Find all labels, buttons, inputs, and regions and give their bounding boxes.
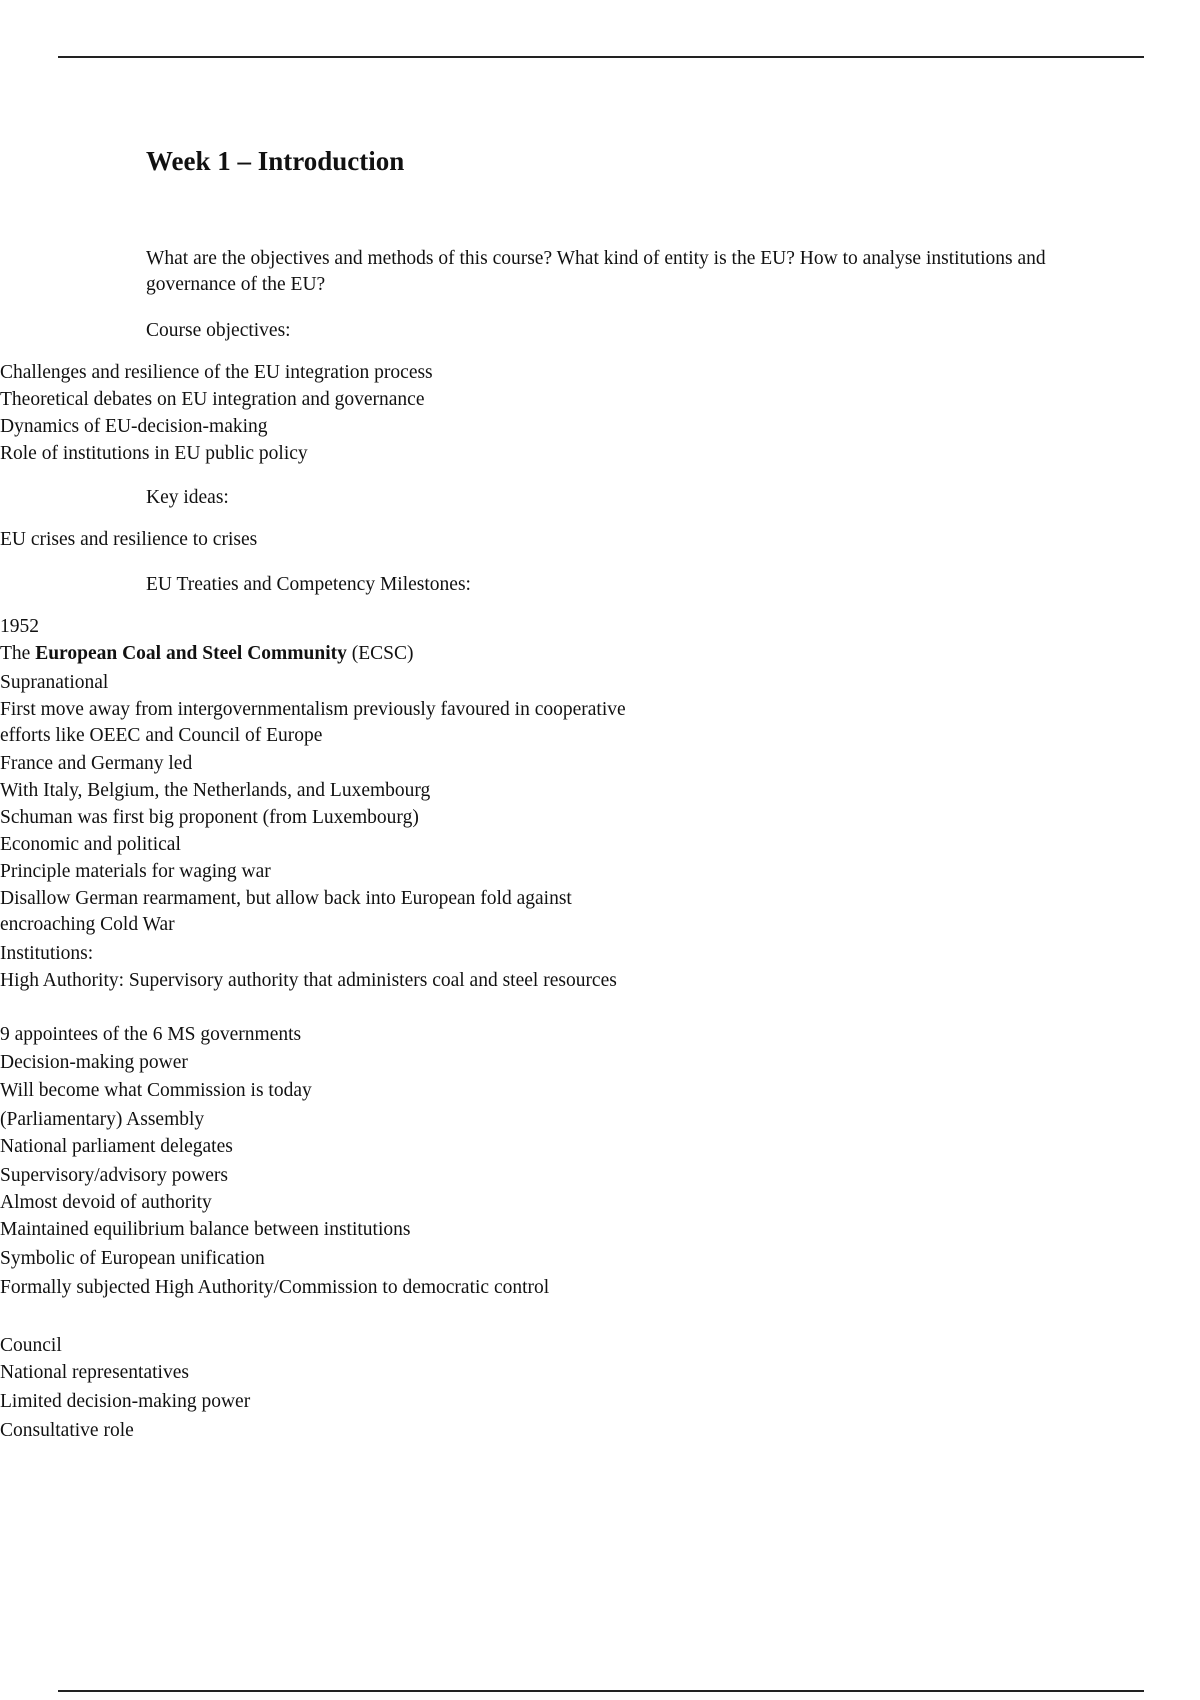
council-details — [0, 1360, 250, 1444]
ecsc-point — [0, 805, 419, 831]
ecsc-item: The European Coal and Steel Community (ECSC) — [0, 643, 414, 664]
assembly-details — [0, 1217, 590, 1301]
institution-high-authority — [0, 968, 660, 994]
list-item: Symbolic of European unification — [0, 1248, 265, 1269]
list-item: First move away from intergovernmentalism previously favoured in cooperative efforts like OEEC and Council of Europe — [0, 699, 626, 746]
list-item: Theoretical debates on EU integration and governance — [0, 389, 425, 410]
ecsc-list — [0, 641, 414, 667]
assembly-subdetails — [0, 1190, 212, 1216]
list-item: Role of institutions in EU public policy — [0, 443, 308, 464]
ecsc-point — [0, 941, 93, 967]
key-ideas-heading: Key ideas: — [146, 487, 229, 508]
list-item: Dynamics of EU-decision-making — [0, 416, 268, 437]
list-item: Consultative role — [0, 1420, 134, 1441]
year-item: 1952 — [0, 616, 39, 637]
course-objectives-list — [0, 360, 433, 467]
list-item: Maintained equilibrium balance between institutions — [0, 1219, 411, 1240]
course-objectives-heading: Course objectives: — [146, 320, 291, 341]
page-title: Week 1 – Introduction — [146, 146, 405, 176]
ecsc-subpoint — [0, 697, 670, 749]
key-ideas-list — [0, 527, 257, 553]
list-item: Will become what Commission is today — [0, 1080, 312, 1101]
assembly-details — [0, 1134, 233, 1160]
ecsc-subpoint — [0, 886, 670, 938]
institution-council — [0, 1333, 62, 1359]
list-item: Principle materials for waging war — [0, 861, 271, 882]
list-item: 9 appointees of the 6 MS governments — [0, 1024, 302, 1045]
intro-paragraph: What are the objectives and methods of this course? What kind of entity is the EU? How to analyse institutions and governance of the EU? — [146, 248, 1046, 295]
list-item: Economic and political — [0, 834, 181, 855]
treaties-heading: EU Treaties and Competency Milestones: — [146, 574, 471, 595]
list-item: Decision-making power — [0, 1052, 188, 1073]
list-item: Supervisory/advisory powers — [0, 1165, 229, 1186]
list-item: Almost devoid of authority — [0, 1192, 212, 1213]
ecsc-subpoint — [0, 859, 271, 885]
list-item: Supranational — [0, 672, 109, 693]
list-item: High Authority: Supervisory authority that administers coal and steel resources — [0, 970, 617, 991]
list-item: EU crises and resilience to crises — [0, 529, 258, 550]
ecsc-subpoint — [0, 778, 430, 804]
list-item: Formally subjected High Authority/Commission to democratic control — [0, 1277, 550, 1298]
ecsc-point — [0, 670, 108, 696]
list-item: (Parliamentary) Assembly — [0, 1109, 205, 1130]
assembly-details — [0, 1163, 228, 1189]
ecsc-point — [0, 751, 192, 777]
list-item: France and Germany led — [0, 753, 193, 774]
ecsc-point — [0, 832, 181, 858]
list-item: Schuman was first big proponent (from Luxembourg) — [0, 807, 419, 828]
list-item: Challenges and resilience of the EU integration process — [0, 362, 433, 383]
list-item: National parliament delegates — [0, 1136, 233, 1157]
header-rule — [58, 56, 1144, 58]
list-item: Institutions: — [0, 943, 94, 964]
list-item: With Italy, Belgium, the Netherlands, and Luxembourg — [0, 780, 431, 801]
list-item: Disallow German rearmament, but allow back into European fold against encroaching Cold War — [0, 888, 572, 935]
footer-rule — [58, 1690, 1144, 1692]
year-list — [0, 614, 39, 640]
list-item: Council — [0, 1335, 62, 1356]
list-item: Limited decision-making power — [0, 1391, 251, 1412]
institution-assembly — [0, 1107, 204, 1133]
high-authority-details — [0, 1022, 312, 1104]
list-item: National representatives — [0, 1362, 189, 1383]
